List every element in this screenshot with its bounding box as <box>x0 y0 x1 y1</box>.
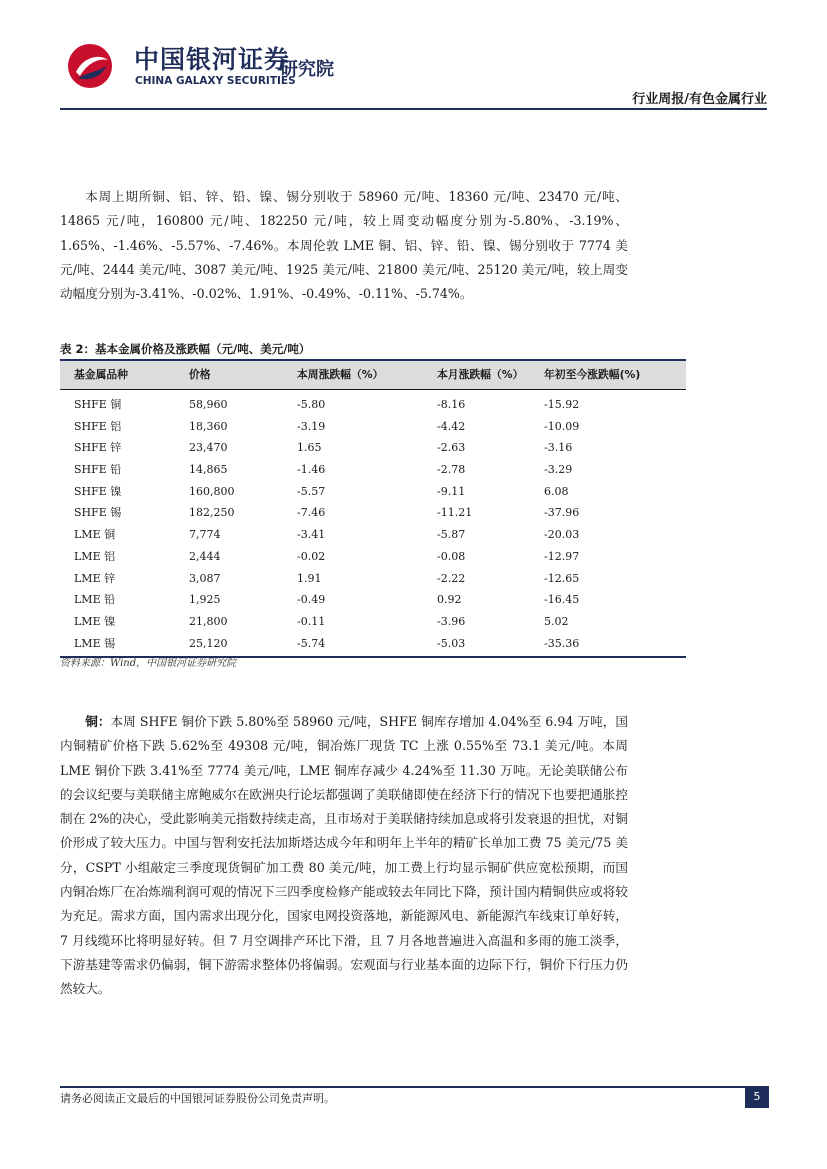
table-cell: SHFE 锌 <box>74 441 122 455</box>
header-cell: 基金属品种 <box>74 368 128 381</box>
table-cell: SHFE 镍 <box>74 484 122 498</box>
table-row <box>60 611 686 633</box>
table-cell: 2,444 <box>189 549 221 563</box>
table-cell: SHFE 铝 <box>74 419 122 433</box>
table-cell: -2.63 <box>437 441 466 455</box>
table-cell: -5.87 <box>437 528 466 542</box>
table-cell: -5.80 <box>297 398 326 411</box>
table-row <box>60 546 686 568</box>
footer-divider <box>60 1086 767 1088</box>
table-cell: -35.36 <box>544 636 580 650</box>
table-cell: -11.21 <box>437 506 473 520</box>
table-cell: 7,774 <box>189 528 221 542</box>
table-cell: LME 镍 <box>74 614 116 628</box>
table-row <box>60 394 686 416</box>
paragraph-price-summary <box>60 185 628 306</box>
table-cell: 18,360 <box>189 419 228 433</box>
table-cell: -10.09 <box>544 419 580 433</box>
table-row <box>60 589 686 611</box>
table-cell: -3.29 <box>544 463 573 477</box>
table-row <box>60 524 686 546</box>
header-cell: 本月涨跌幅（%） <box>437 368 524 381</box>
table-title: 表 2：基本金属价格及涨跌幅（元/吨、美元/吨） <box>60 342 311 356</box>
table-cell: 3,087 <box>189 571 221 585</box>
table-cell: -12.65 <box>544 571 580 585</box>
table-cell: -16.45 <box>544 593 580 607</box>
table-cell: LME 铅 <box>74 593 116 607</box>
table-row <box>60 437 686 459</box>
table-row <box>60 502 686 524</box>
table-cell: -2.78 <box>437 463 466 477</box>
report-title: 行业周报/有色金属行业 <box>632 92 767 107</box>
logo-chinese-name: 中国银河证券 <box>134 45 291 74</box>
table-cell: 1,925 <box>189 593 221 607</box>
table-cell: 160,800 <box>189 484 235 498</box>
table-row <box>60 481 686 503</box>
table-cell: 58,960 <box>189 398 228 411</box>
table-cell: -2.22 <box>437 571 466 585</box>
table-row <box>60 416 686 438</box>
table-header-row <box>60 361 686 390</box>
footer-disclaimer: 请务必阅读正文最后的中国银河证券股份公司免责声明。 <box>60 1092 335 1105</box>
table-cell: -3.41 <box>297 528 326 542</box>
table-cell: -9.11 <box>437 484 466 498</box>
table-cell: SHFE 锡 <box>74 506 122 520</box>
table-cell: 1.91 <box>297 571 322 585</box>
table-cell: -12.97 <box>544 549 580 563</box>
table-cell: 6.08 <box>544 484 569 498</box>
table-cell: SHFE 铅 <box>74 463 122 477</box>
table-cell: 23,470 <box>189 441 228 455</box>
metal-price-table <box>60 359 686 658</box>
table-cell: 25,120 <box>189 636 228 650</box>
table-cell: -3.96 <box>437 614 466 628</box>
logo-department: 研究院 <box>280 59 334 80</box>
header-cell: 价格 <box>189 368 211 381</box>
table-row <box>60 459 686 481</box>
table-cell: -3.16 <box>544 441 573 455</box>
page-number: 5 <box>745 1086 769 1108</box>
table-cell: 1.65 <box>297 441 322 455</box>
table-cell: -0.49 <box>297 593 326 607</box>
table-cell: 21,800 <box>189 614 228 628</box>
header-cell: 年初至今涨跌幅(%) <box>544 368 641 381</box>
table-row <box>60 633 686 655</box>
paragraph-body: 本周 SHFE 铜价下跌 5.80%至 58960 元/吨，SHFE 铜库存增加 4.04%至 6.94 万吨，国内铜精矿价格下跌 5.62%至 49308 元/吨，铜冶炼厂现货 TC 上涨 0.55%至 73.1 美元/吨。本周 LME 铜价下跌 3.41%至 7774 美元/吨，LME 铜库存减少 4.24%至 11.30 万吨。无论美联储公布的会议纪要与美联储主席鲍威尔在欧洲央行论坛都强调了美联储即使在经济下行的情况下也要把通胀控制在 2%的决心，受此影响美元指数持续走高，且市场对于美联储持续加息或将引发衰退的担忧，对铜价形成了较大压力。中国与智利安托法加斯塔达成今年和明年上半年的精矿长单加工费 75 美元/75 美分，CSPT 小组敲定三季度现货铜矿加工费 80 美元/吨，加工费上行均显示铜矿供应宽松预期，而国内铜冶炼厂在冶炼端利润可观的情况下三四季度检修产能或较去年同比下降，预计国内精铜供应或将较为充足。需求方面，国内需求出现分化，国家电网投资落地，新能源风电、新能源汽车线束订单好转，7 月线缆环比将明显好转。但 7 月空调排产环比下滑，且 7 月各地普遍进入高温和多雨的施工淡季，下游基建等需求仍偏弱，铜下游需求整体仍将偏弱。宏观面与行业基本面的边际下行，铜价下行压力仍然较大。 <box>60 714 628 997</box>
table-cell: 0.92 <box>437 593 462 607</box>
table-cell: LME 铜 <box>74 528 116 542</box>
paragraph-text <box>60 710 628 1002</box>
table-cell: -5.74 <box>297 636 326 650</box>
table-cell: -0.11 <box>297 614 326 628</box>
table-source: 资料来源：Wind，中国银河证券研究院 <box>60 658 237 669</box>
table-cell: SHFE 铜 <box>74 398 122 411</box>
table-cell: -1.46 <box>297 463 326 477</box>
table-cell: -0.08 <box>437 549 466 563</box>
table-cell: -20.03 <box>544 528 580 542</box>
header-divider <box>60 108 767 110</box>
table-cell: -8.16 <box>437 398 466 411</box>
header-cell: 本周涨跌幅（%） <box>297 368 384 381</box>
table-cell: -5.03 <box>437 636 466 650</box>
table-cell: -15.92 <box>544 398 580 411</box>
table-cell: -4.42 <box>437 419 466 433</box>
galaxy-logo-icon <box>66 42 114 90</box>
paragraph-lead: 铜： <box>85 714 111 729</box>
table-cell: LME 铝 <box>74 549 116 563</box>
paragraph-copy-analysis <box>60 710 628 1002</box>
table-body <box>60 390 686 656</box>
logo-english-name: CHINA GALAXY SECURITIES <box>135 75 296 87</box>
table-cell: -5.57 <box>297 484 326 498</box>
table-cell: 5.02 <box>544 614 569 628</box>
table-cell: 182,250 <box>189 506 235 520</box>
paragraph-text: 本周上期所铜、铝、锌、铅、镍、锡分别收于 58960 元/吨、18360 元/吨、23470 元/吨、14865 元/吨，160800 元/吨、182250 元/吨，较上周变动幅度分别为-5.80%、-3.19%、1.65%、-1.46%、-5.57%、-7.46%。本周伦敦 LME 铜、铝、锌、铅、镍、锡分别收于 7774 美元/吨、2444 美元/吨、3087 美元/吨、1925 美元/吨、21800 美元/吨、25120 美元/吨，较上周变动幅度分别为-3.41%、-0.02%、1.91%、-0.49%、-0.11%、-5.74%。 <box>60 189 628 302</box>
table-cell: -7.46 <box>297 506 326 520</box>
table-cell: 14,865 <box>189 463 228 477</box>
table-cell: -0.02 <box>297 549 326 563</box>
table-cell: LME 锌 <box>74 571 116 585</box>
table-row <box>60 568 686 590</box>
table-cell: -37.96 <box>544 506 580 520</box>
table-cell: -3.19 <box>297 419 326 433</box>
table-cell: LME 锡 <box>74 636 116 650</box>
